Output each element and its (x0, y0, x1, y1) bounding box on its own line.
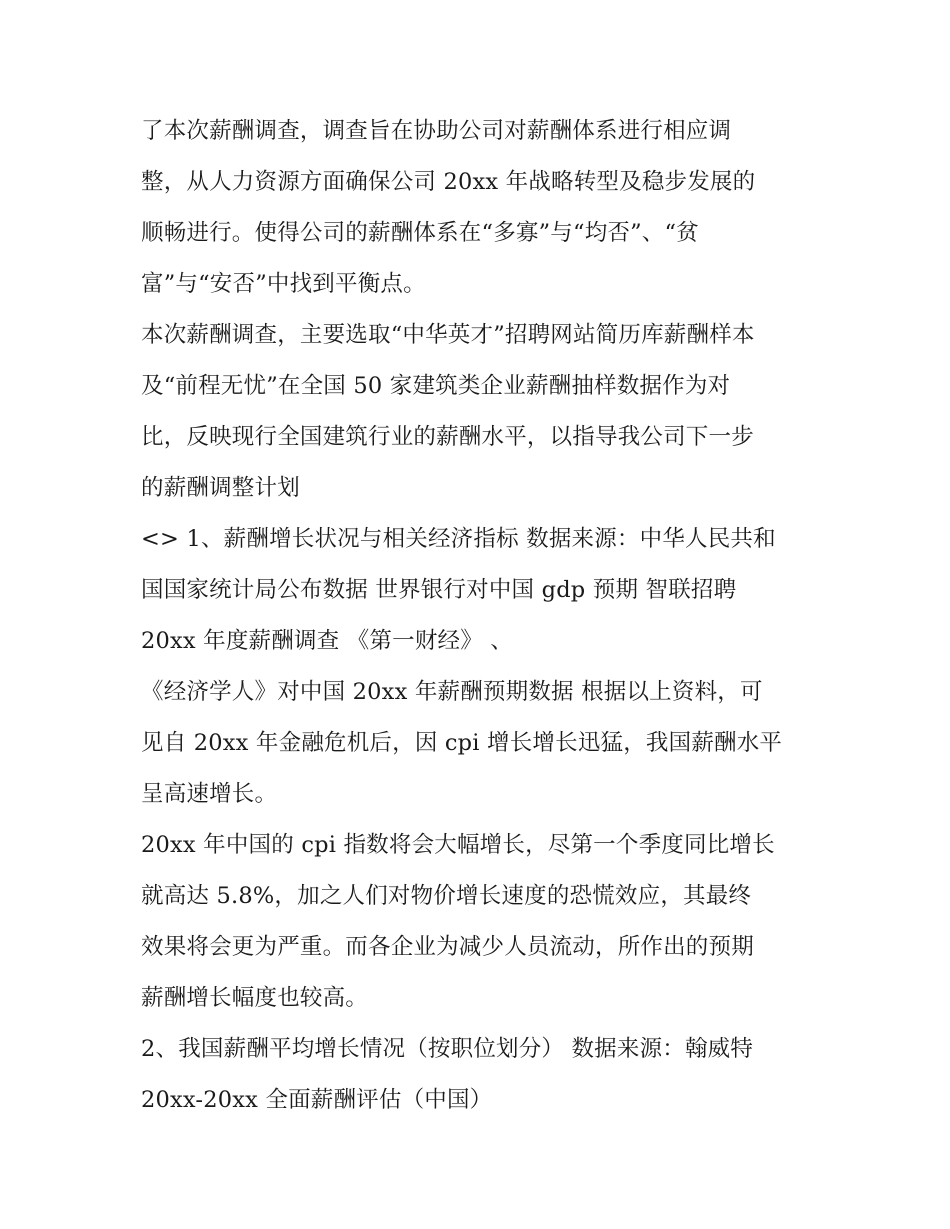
text-line: 呈高速增长。 (141, 781, 278, 807)
text-line: 了本次薪酬调查，调查旨在协助公司对薪酬体系进行相应调 (141, 118, 732, 144)
text-line: 20xx 年中国的 cpi 指数将会大幅增长，尽第一个季度同比增长 (141, 832, 775, 858)
text-line: 比，反映现行全国建筑行业的薪酬水平，以指导我公司下一步 (141, 424, 754, 450)
text-line: 本次薪酬调查，主要选取“中华英才”招聘网站简历库薪酬样本 (141, 322, 755, 348)
text-line: 薪酬增长幅度也较高。 (141, 985, 369, 1011)
document-body (141, 106, 821, 1126)
text-line: 整，从人力资源方面确保公司 20xx 年战略转型及稳步发展的 (141, 169, 756, 195)
text-line: 《经济学人》对中国 20xx 年薪酬预期数据 根据以上资料，可 (141, 679, 763, 705)
text-line: 国国家统计局公布数据 世界银行对中国 gdp 预期 智联招聘 (141, 577, 737, 603)
text-line: 顺畅进行。使得公司的薪酬体系在“多寡”与“均否”、“贫 (141, 220, 699, 246)
text-line: 见自 20xx 年金融危机后，因 cpi 增长增长迅猛，我国薪酬水平 (141, 730, 783, 756)
text-line: 就高达 5.8%，加之人们对物价增长速度的恐慌效应，其最终 (141, 883, 752, 909)
text-line: 20xx-20xx 全面薪酬评估（中国） (141, 1087, 493, 1113)
text-line: 的薪酬调整计划 (141, 475, 300, 501)
text-line: 20xx 年度薪酬调查 《第一财经》 、 (141, 628, 513, 654)
text-line: <> 1、薪酬增长状况与相关经济指标 数据来源：中华人民共和 (141, 526, 776, 552)
text-line: 及“前程无忧”在全国 50 家建筑类企业薪酬抽样数据作为对 (141, 373, 731, 399)
text-line: 2、我国薪酬平均增长情况（按职位划分） 数据来源：翰威特 (141, 1036, 754, 1062)
text-line: 效果将会更为严重。而各企业为减少人员流动，所作出的预期 (141, 934, 754, 960)
text-line: 富”与“安否”中找到平衡点。 (141, 271, 426, 297)
